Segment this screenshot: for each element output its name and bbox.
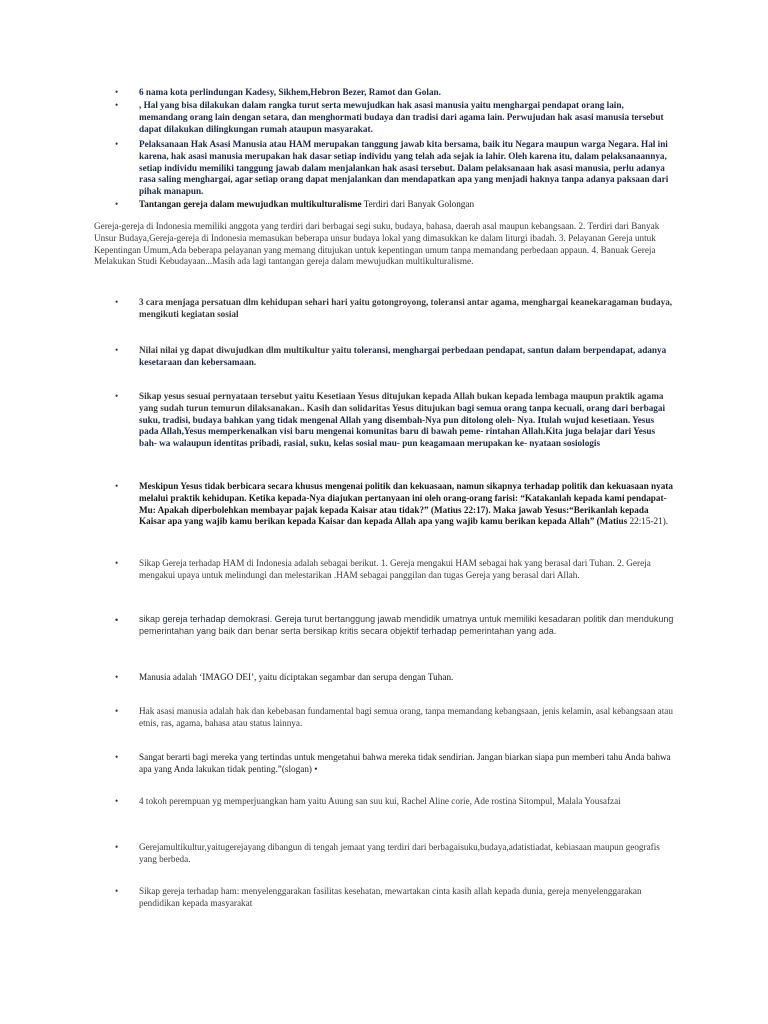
demokrasi-e: turut bertanggung jawab mendidik umatnya untuk memiliki kesadaran politik dan mendukung pemerintahan yang baik dan benar serta bersikap kritis secara objektif [139,614,674,636]
bullet: • [115,199,119,209]
demokrasi-a: sikap [139,614,163,624]
list-item-mewujudkan-ham: , Hal yang bisa dilakukan dalam rangka turut serta mewujudkan hak asasi manusia yaitu menghargai pendapat orang lain, memandang orang lain dengan setara, dan menghormati budaya dan tradisi dari agama lain. Perwujudan hak asasi manusia tersebut dapat dilakukan dilingkungan rumah ataupun masyarakat. [139,100,664,134]
bullet: • [115,87,119,97]
bullet: • [115,481,119,491]
list-item-tantangan [139,199,674,211]
list-item-kota-perlindungan: 6 nama kota perlindungan Kadesy, Sikhem,Hebron Bezer, Ramot dan Golan. [139,87,441,97]
bullet: • [115,391,119,401]
nilai-text-a: Nilai nilai yg dapat diwujudkan dlm multikultur yaitu [139,345,354,355]
bullet: • [115,886,119,896]
bullet: • [115,615,119,625]
bullet: • [115,558,119,568]
nilai-text-b: toleransi, menghargai perbedaan pendapat, santun dalam berpendapat, adanya kesetaraan dan kebersamaan. [139,345,667,367]
bullet: • [115,100,119,110]
bullet: • [115,752,119,762]
bullet: • [115,706,119,716]
bullet: • [115,345,119,355]
list-item-gereja-demokrasi [139,614,674,638]
meskipun-text: Meskipun Yesus tidak berbicara secara khusus mengenai politik dan kekuasaan, namun sikapnya terhadap politik dan kekuasaan nyata melalui praktik kehidupan. Ketika kepada-Nya diajukan pertanyaan ini oleh orang-orang farisi: “Katakanlah kepada kami pendapat-Mu: Apakah diperbolehkan membayar pajak kepada Kaisar atau tidak?” (Matius 22:17). Maka jawab Yesus:“Berikanlah kepada Kaisar apa yang wajib kamu berikan kepada Kaisar dan kepada Allah apa yang wajib kamu berikan kepada Allah” (Matius [139,481,673,527]
list-item-slogan: Sangat berarti bagi mereka yang tertindas untuk mengetahui bahwa mereka tidak sendirian. Jangan biarkan siapa pun memberi tahu Anda bahwa apa yang Anda lakukan tidak penting.”(slogan) • [139,752,671,774]
bullet: • [115,796,119,806]
bullet: • [115,842,119,852]
list-item-imago-dei: Manusia adalah ‘IMAGO DEI’, yaitu diciptakan segambar dan serupa dengan Tuhan. [139,672,454,682]
list-item-sikap-yesus [139,391,674,450]
paragraph-tantangan-gereja: Gereja-gereja di Indonesia memiliki anggota yang terdiri dari berbagai segi suku, budaya, bahasa, daerah asal maupun kebangsaan. 2. Terdiri dari Banyak Unsur Budaya,Gereja-gereja di Indonesia memasukan beberapa unsur budaya lokal yang dimasukkan ke dalam liturgi ibadah. 3. Pelayanan Gereja untuk Kepentingan Umum,Ada beberapa pelayanan yang memang ditujukan untuk kepentingan umum tanpa memandang perbedaan appaun. 4. Banuak Gereja Melakukan Studi Kebudayaan...Masih ada lagi tantangan gereja dalam mewujudkan multikulturalisme. [94,221,660,267]
list-item-sikap-gereja-ham: Sikap gereja terhadap ham: menyelenggarakan fasilitas kesehatan, mewartakan cinta kasih allah kepada dunia, gereja menyelenggarakan pendidikan kepada masyarakat [139,886,642,908]
bullet: • [115,297,119,307]
list-item-tiga-cara: 3 cara menjaga persatuan dlm kehidupan sehari hari yaitu gotongroyong, toleransi antar agama, menghargai keanekaragaman budaya, mengikuti kegiatan sosial [139,297,673,319]
list-item-ham-gereja: Sikap Gereja terhadap HAM di Indonesia adalah sebagai berikut. 1. Gereja mengakui HAM sebagai hak yang berasal dari Tuhan. 2. Gereja mengakui upaya untuk melindungi dan melestarikan .HAM sebagai panggilan dan tugas Gereja yang berasal dari Allah. [139,558,651,580]
bullet: • [115,139,119,149]
tantangan-heading: Tantangan gereja dalam mewujudkan multikulturalisme [139,199,362,209]
tantangan-rest: Terdiri dari Banyak Golongan [361,199,475,209]
list-item-meskipun-yesus [139,481,674,528]
bullet: • [115,672,119,682]
list-item-hak-asasi: Hak asasi manusia adalah hak dan kebebasan fundamental bagi semua orang, tanpa memandang kebangsaan, jenis kelamin, asal kebangsaan atau etnis, ras, agama, bahasa atau status lainnya. [139,706,673,728]
demokrasi-terhadap: terhadap [421,625,457,636]
list-item-pelaksanaan-ham: Pelaksanaan Hak Asasi Manusia atau HAM merupakan tanggung jawab kita bersama, baik itu Negara maupun warga Negara. Hal ini karena, hak asasi manusia merupakan hak dasar setiap individu yang telah ada sejak ia lahir. Oleh karena itu, dalam pelaksanaannya, setiap individu memiliki tanggung jawab dalam menjalankan hak asasi tersebut. Dalam pelaksanaan hak asasi manusia, perlu adanya rasa saling menghargai, agar setiap orang dapat menjalankan dan mendapatkan apa yang menjadi haknya tanpa adanya paksaan dari pihak manapun. [139,139,669,197]
list-item-gereja-multikultur: Gerejamultikultur,yaitugerejayang dibangun di tengah jemaat yang terdiri dari berbagaisuku,budaya,adatistiadat, kebiasaan maupun geografis yang berbeda. [139,842,660,864]
demokrasi-gereja: Gereja [274,614,302,624]
demokrasi-g: pemerintahan yang ada. [456,625,557,636]
list-item-nilai-multikultur [139,345,674,369]
sikap-text-a: Sikap yesus sesuai pernyataan tersebut yaitu Kesetiaan Yesus ditujukan kepada Allah bukan kepada lembaga maupun praktik agama yang sudah turun temurun dilaksanakan.. Kasih dan solidaritas Yesus ditujukan [139,391,664,413]
demokrasi-c: . [269,614,275,624]
demokrasi-link: gereja terhadap demokrasi [162,614,270,624]
list-item-tokoh-perempuan: 4 tokoh perempuan yg memperjuangkan ham yaitu Auung san suu kui, Rachel Aline corie, Ade rostina Sitompul, Malala Yousafzai [139,796,621,806]
meskipun-ref: 22:15-21). [627,516,669,527]
sikap-text-b: bagi semua orang tanpa kecuali, orang dari berbagai suku, tradisi, budaya bahkan yang tidak mengenal Allah yang disembah-Nya pun ditolong oleh- Nya. Itulah wujud kesetiaan. Yesus pada Allah,Yesus memperkenalkan visi baru mengenai komunitas baru di bawah peme- rintahan Allah.Kita juga belajar dari Yesus bah- wa walaupun identitas pribadi, rasial, suku, kelas sosial mau- pun keagamaan merupakan ke- nyataan sosiologis [139,402,666,449]
